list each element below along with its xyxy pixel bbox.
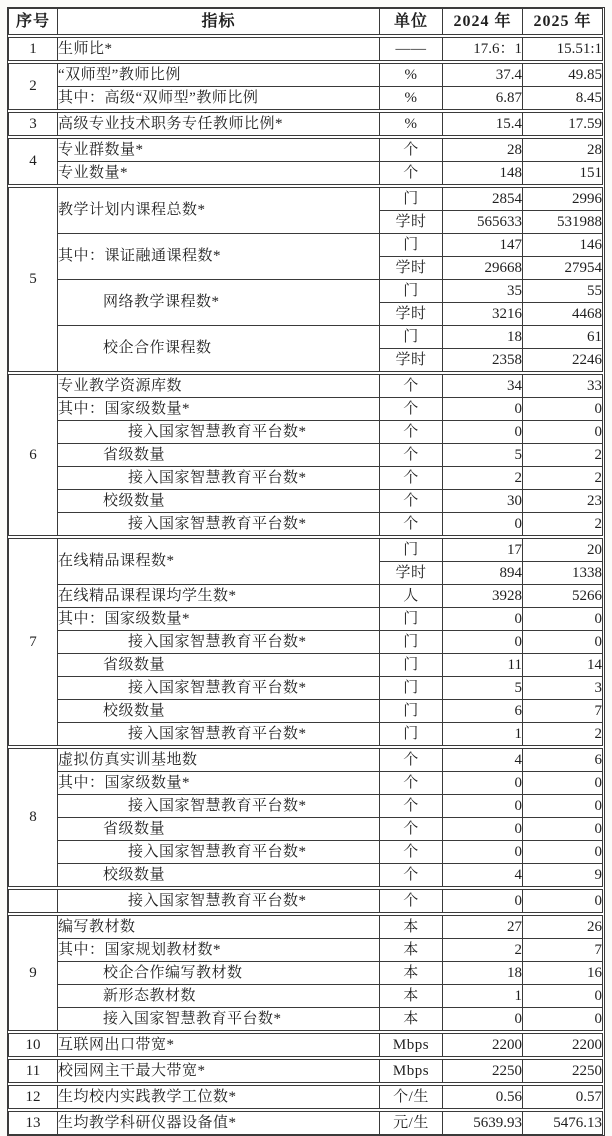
- indicator-cell: 专业群数量*: [58, 139, 380, 162]
- header-col-2025: 2025 年: [523, 9, 603, 35]
- serial-cell: 7: [9, 539, 58, 746]
- value-2024-cell: 0: [443, 398, 523, 421]
- table-row: [9, 444, 603, 467]
- value-2025-cell: 26: [523, 916, 603, 939]
- unit-cell: 门: [380, 326, 443, 349]
- section-10: [8, 1033, 603, 1057]
- table-row: [9, 113, 603, 136]
- unit-cell: 本: [380, 962, 443, 985]
- table-row: [9, 188, 603, 211]
- indicator-cell: 其中：高级“双师型”教师比例: [58, 87, 380, 110]
- table-row: [9, 87, 603, 110]
- section-4: [8, 138, 603, 185]
- table-row: [9, 985, 603, 1008]
- value-2025-cell: 2: [523, 444, 603, 467]
- value-2024-cell: 28: [443, 139, 523, 162]
- section-7: [8, 538, 603, 746]
- table-row: [9, 585, 603, 608]
- value-2025-cell: 9: [523, 864, 603, 887]
- value-2025-cell: 61: [523, 326, 603, 349]
- unit-cell: 个: [380, 772, 443, 795]
- header-col-indicator: 指标: [58, 9, 380, 35]
- unit-cell: 学时: [380, 349, 443, 372]
- unit-cell: 个: [380, 375, 443, 398]
- value-2025-cell: 7: [523, 700, 603, 723]
- value-2024-cell: 565633: [443, 211, 523, 234]
- indicator-cell: 高级专业技术职务专任教师比例*: [58, 113, 380, 136]
- indicator-cell: 互联网出口带宽*: [58, 1034, 380, 1057]
- table-row: [9, 1112, 603, 1135]
- value-2024-cell: 2: [443, 467, 523, 490]
- table-row: [9, 631, 603, 654]
- indicator-cell: 网络教学课程数*: [58, 280, 380, 326]
- indicator-cell: 接入国家智慧教育平台数*: [58, 1008, 380, 1031]
- unit-cell: 个: [380, 139, 443, 162]
- unit-cell: 本: [380, 1008, 443, 1031]
- table-row: [9, 1034, 603, 1057]
- value-2025-cell: 55: [523, 280, 603, 303]
- table-row: [9, 467, 603, 490]
- table-body-sections: [8, 37, 604, 1135]
- value-2025-cell: 27954: [523, 257, 603, 280]
- value-2025-cell: 4468: [523, 303, 603, 326]
- unit-cell: 学时: [380, 211, 443, 234]
- table-row: [9, 608, 603, 631]
- value-2025-cell: 7: [523, 939, 603, 962]
- table-row: [9, 962, 603, 985]
- indicator-cell: 接入国家智慧教育平台数*: [58, 467, 380, 490]
- value-2025-cell: 2246: [523, 349, 603, 372]
- indicator-cell: 其中：国家级数量*: [58, 608, 380, 631]
- header-col-2024: 2024 年: [443, 9, 523, 35]
- indicator-cell: 省级数量: [58, 818, 380, 841]
- value-2024-cell: 0: [443, 608, 523, 631]
- indicator-cell: 校级数量: [58, 700, 380, 723]
- value-2025-cell: 2200: [523, 1034, 603, 1057]
- value-2024-cell: 2358: [443, 349, 523, 372]
- table-row: [9, 64, 603, 87]
- table-row: [9, 916, 603, 939]
- value-2024-cell: 2200: [443, 1034, 523, 1057]
- section-unnumbered: [8, 889, 603, 913]
- table-row: [9, 280, 603, 303]
- serial-cell: 8: [9, 749, 58, 887]
- table-row: [9, 939, 603, 962]
- value-2025-cell: 0: [523, 818, 603, 841]
- value-2024-cell: 5: [443, 677, 523, 700]
- unit-cell: 个: [380, 513, 443, 536]
- value-2025-cell: 0.57: [523, 1086, 603, 1109]
- unit-cell: 门: [380, 188, 443, 211]
- unit-cell: 门: [380, 654, 443, 677]
- value-2025-cell: 0: [523, 398, 603, 421]
- value-2024-cell: 0: [443, 1008, 523, 1031]
- table-row: [9, 375, 603, 398]
- value-2025-cell: 8.45: [523, 87, 603, 110]
- indicator-cell: 校园网主干最大带宽*: [58, 1060, 380, 1083]
- value-2024-cell: 0: [443, 818, 523, 841]
- unit-cell: 个/生: [380, 1086, 443, 1109]
- serial-cell: [9, 890, 58, 913]
- indicator-cell: 接入国家智慧教育平台数*: [58, 513, 380, 536]
- value-2024-cell: 2: [443, 939, 523, 962]
- table-row: [9, 723, 603, 746]
- serial-cell: 9: [9, 916, 58, 1031]
- unit-cell: 人: [380, 585, 443, 608]
- indicator-cell: 生均校内实践教学工位数*: [58, 1086, 380, 1109]
- table-row: [9, 700, 603, 723]
- value-2025-cell: 6: [523, 749, 603, 772]
- unit-cell: 门: [380, 723, 443, 746]
- table-row: [9, 772, 603, 795]
- value-2024-cell: 1: [443, 985, 523, 1008]
- value-2025-cell: 0: [523, 631, 603, 654]
- value-2025-cell: 20: [523, 539, 603, 562]
- section-13: [8, 1111, 603, 1135]
- value-2025-cell: 151: [523, 162, 603, 185]
- indicator-cell: 生师比*: [58, 38, 380, 61]
- value-2025-cell: 5266: [523, 585, 603, 608]
- value-2024-cell: 6: [443, 700, 523, 723]
- indicator-cell: 省级数量: [58, 654, 380, 677]
- table-row: [9, 398, 603, 421]
- value-2025-cell: 28: [523, 139, 603, 162]
- unit-cell: 学时: [380, 562, 443, 585]
- value-2025-cell: 2996: [523, 188, 603, 211]
- unit-cell: ——: [380, 38, 443, 61]
- section-3: [8, 112, 603, 136]
- section-8: [8, 748, 603, 887]
- indicator-cell: 接入国家智慧教育平台数*: [58, 890, 380, 913]
- value-2024-cell: 2854: [443, 188, 523, 211]
- unit-cell: 本: [380, 916, 443, 939]
- value-2025-cell: 2: [523, 513, 603, 536]
- value-2025-cell: 15.51:1: [523, 38, 603, 61]
- value-2024-cell: 30: [443, 490, 523, 513]
- unit-cell: %: [380, 113, 443, 136]
- value-2024-cell: 35: [443, 280, 523, 303]
- unit-cell: 本: [380, 939, 443, 962]
- value-2024-cell: 1: [443, 723, 523, 746]
- table-row: [9, 1008, 603, 1031]
- value-2025-cell: 0: [523, 841, 603, 864]
- value-2025-cell: 16: [523, 962, 603, 985]
- table-row: [9, 654, 603, 677]
- unit-cell: 门: [380, 539, 443, 562]
- indicator-cell: 新形态教材数: [58, 985, 380, 1008]
- table-header-row: [8, 8, 603, 35]
- value-2024-cell: 0: [443, 890, 523, 913]
- value-2025-cell: 3: [523, 677, 603, 700]
- unit-cell: 门: [380, 608, 443, 631]
- value-2025-cell: 0: [523, 772, 603, 795]
- indicator-cell: 校企合作编写教材数: [58, 962, 380, 985]
- indicator-cell: 接入国家智慧教育平台数*: [58, 677, 380, 700]
- table-row: [9, 490, 603, 513]
- unit-cell: 个: [380, 162, 443, 185]
- value-2024-cell: 3928: [443, 585, 523, 608]
- value-2025-cell: 0: [523, 985, 603, 1008]
- unit-cell: 个: [380, 864, 443, 887]
- indicator-table-document: [7, 7, 605, 1136]
- unit-cell: 个: [380, 467, 443, 490]
- indicator-cell: 专业数量*: [58, 162, 380, 185]
- value-2025-cell: 33: [523, 375, 603, 398]
- table-row: [9, 326, 603, 349]
- value-2024-cell: 148: [443, 162, 523, 185]
- section-1: [8, 37, 603, 61]
- unit-cell: 本: [380, 985, 443, 1008]
- indicator-cell: 校级数量: [58, 864, 380, 887]
- unit-cell: Mbps: [380, 1034, 443, 1057]
- unit-cell: 门: [380, 234, 443, 257]
- serial-cell: 12: [9, 1086, 58, 1109]
- indicator-cell: 省级数量: [58, 444, 380, 467]
- value-2025-cell: 1338: [523, 562, 603, 585]
- indicator-cell: 接入国家智慧教育平台数*: [58, 841, 380, 864]
- value-2024-cell: 4: [443, 864, 523, 887]
- unit-cell: %: [380, 87, 443, 110]
- value-2025-cell: 49.85: [523, 64, 603, 87]
- value-2024-cell: 147: [443, 234, 523, 257]
- unit-cell: 个: [380, 749, 443, 772]
- value-2024-cell: 894: [443, 562, 523, 585]
- value-2025-cell: 0: [523, 890, 603, 913]
- indicator-cell: 其中：课证融通课程数*: [58, 234, 380, 280]
- value-2025-cell: 0: [523, 795, 603, 818]
- unit-cell: 门: [380, 677, 443, 700]
- value-2024-cell: 34: [443, 375, 523, 398]
- serial-cell: 4: [9, 139, 58, 185]
- indicator-cell: “双师型”教师比例: [58, 64, 380, 87]
- header-col-unit: 单位: [380, 9, 443, 35]
- serial-cell: 2: [9, 64, 58, 110]
- indicator-cell: 接入国家智慧教育平台数*: [58, 631, 380, 654]
- unit-cell: 门: [380, 280, 443, 303]
- value-2024-cell: 4: [443, 749, 523, 772]
- value-2025-cell: 14: [523, 654, 603, 677]
- unit-cell: Mbps: [380, 1060, 443, 1083]
- header-col-index: 序号: [9, 9, 58, 35]
- indicator-cell: 校企合作课程数: [58, 326, 380, 372]
- serial-cell: 10: [9, 1034, 58, 1057]
- section-9: [8, 915, 603, 1031]
- serial-cell: 13: [9, 1112, 58, 1135]
- unit-cell: 元/生: [380, 1112, 443, 1135]
- unit-cell: 个: [380, 421, 443, 444]
- table-row: [9, 1086, 603, 1109]
- section-2: [8, 63, 603, 110]
- indicator-cell: 接入国家智慧教育平台数*: [58, 795, 380, 818]
- table-row: [9, 1060, 603, 1083]
- serial-cell: 6: [9, 375, 58, 536]
- indicator-cell: 教学计划内课程总数*: [58, 188, 380, 234]
- value-2025-cell: 146: [523, 234, 603, 257]
- table-row: [9, 421, 603, 444]
- value-2024-cell: 5: [443, 444, 523, 467]
- table-row: [9, 818, 603, 841]
- value-2025-cell: 0: [523, 608, 603, 631]
- table-row: [9, 749, 603, 772]
- value-2024-cell: 2250: [443, 1060, 523, 1083]
- value-2024-cell: 5639.93: [443, 1112, 523, 1135]
- indicator-cell: 虚拟仿真实训基地数: [58, 749, 380, 772]
- unit-cell: %: [380, 64, 443, 87]
- value-2024-cell: 15.4: [443, 113, 523, 136]
- value-2024-cell: 0: [443, 421, 523, 444]
- value-2025-cell: 531988: [523, 211, 603, 234]
- table-row: [9, 539, 603, 562]
- unit-cell: 个: [380, 398, 443, 421]
- value-2024-cell: 0: [443, 795, 523, 818]
- value-2024-cell: 3216: [443, 303, 523, 326]
- value-2025-cell: 5476.13: [523, 1112, 603, 1135]
- serial-cell: 1: [9, 38, 58, 61]
- indicator-cell: 编写教材数: [58, 916, 380, 939]
- value-2024-cell: 0: [443, 772, 523, 795]
- serial-cell: 3: [9, 113, 58, 136]
- unit-cell: 个: [380, 841, 443, 864]
- table-row: [9, 795, 603, 818]
- indicator-cell: 在线精品课程课均学生数*: [58, 585, 380, 608]
- value-2024-cell: 18: [443, 326, 523, 349]
- value-2025-cell: 0: [523, 421, 603, 444]
- value-2024-cell: 0: [443, 513, 523, 536]
- table-row: [9, 234, 603, 257]
- value-2025-cell: 2: [523, 723, 603, 746]
- section-6: [8, 374, 603, 536]
- value-2024-cell: 6.87: [443, 87, 523, 110]
- indicator-cell: 生均教学科研仪器设备值*: [58, 1112, 380, 1135]
- section-5: [8, 187, 603, 372]
- value-2025-cell: 17.59: [523, 113, 603, 136]
- unit-cell: 门: [380, 631, 443, 654]
- indicator-cell: 其中：国家级数量*: [58, 772, 380, 795]
- table-row: [9, 162, 603, 185]
- indicator-cell: 接入国家智慧教育平台数*: [58, 723, 380, 746]
- table-row: [9, 38, 603, 61]
- table-row: [9, 864, 603, 887]
- table-row: [9, 513, 603, 536]
- indicator-cell: 校级数量: [58, 490, 380, 513]
- unit-cell: 学时: [380, 303, 443, 326]
- unit-cell: 个: [380, 890, 443, 913]
- value-2024-cell: 0.56: [443, 1086, 523, 1109]
- indicator-cell: 其中：国家级数量*: [58, 398, 380, 421]
- indicator-cell: 在线精品课程数*: [58, 539, 380, 585]
- section-12: [8, 1085, 603, 1109]
- value-2024-cell: 27: [443, 916, 523, 939]
- serial-cell: 11: [9, 1060, 58, 1083]
- table-row: [9, 139, 603, 162]
- value-2025-cell: 0: [523, 1008, 603, 1031]
- value-2025-cell: 23: [523, 490, 603, 513]
- unit-cell: 个: [380, 795, 443, 818]
- value-2024-cell: 29668: [443, 257, 523, 280]
- unit-cell: 门: [380, 700, 443, 723]
- unit-cell: 个: [380, 818, 443, 841]
- table-row: [9, 841, 603, 864]
- unit-cell: 个: [380, 444, 443, 467]
- indicator-cell: 接入国家智慧教育平台数*: [58, 421, 380, 444]
- table-row: [9, 890, 603, 913]
- value-2024-cell: 11: [443, 654, 523, 677]
- value-2025-cell: 2250: [523, 1060, 603, 1083]
- value-2024-cell: 17.6：1: [443, 38, 523, 61]
- header-row: [9, 9, 603, 35]
- indicator-cell: 其中：国家规划教材数*: [58, 939, 380, 962]
- indicator-cell: 专业教学资源库数: [58, 375, 380, 398]
- value-2024-cell: 0: [443, 841, 523, 864]
- value-2024-cell: 18: [443, 962, 523, 985]
- section-11: [8, 1059, 603, 1083]
- value-2025-cell: 2: [523, 467, 603, 490]
- unit-cell: 个: [380, 490, 443, 513]
- value-2024-cell: 17: [443, 539, 523, 562]
- table-row: [9, 677, 603, 700]
- value-2024-cell: 0: [443, 631, 523, 654]
- serial-cell: 5: [9, 188, 58, 372]
- unit-cell: 学时: [380, 257, 443, 280]
- value-2024-cell: 37.4: [443, 64, 523, 87]
